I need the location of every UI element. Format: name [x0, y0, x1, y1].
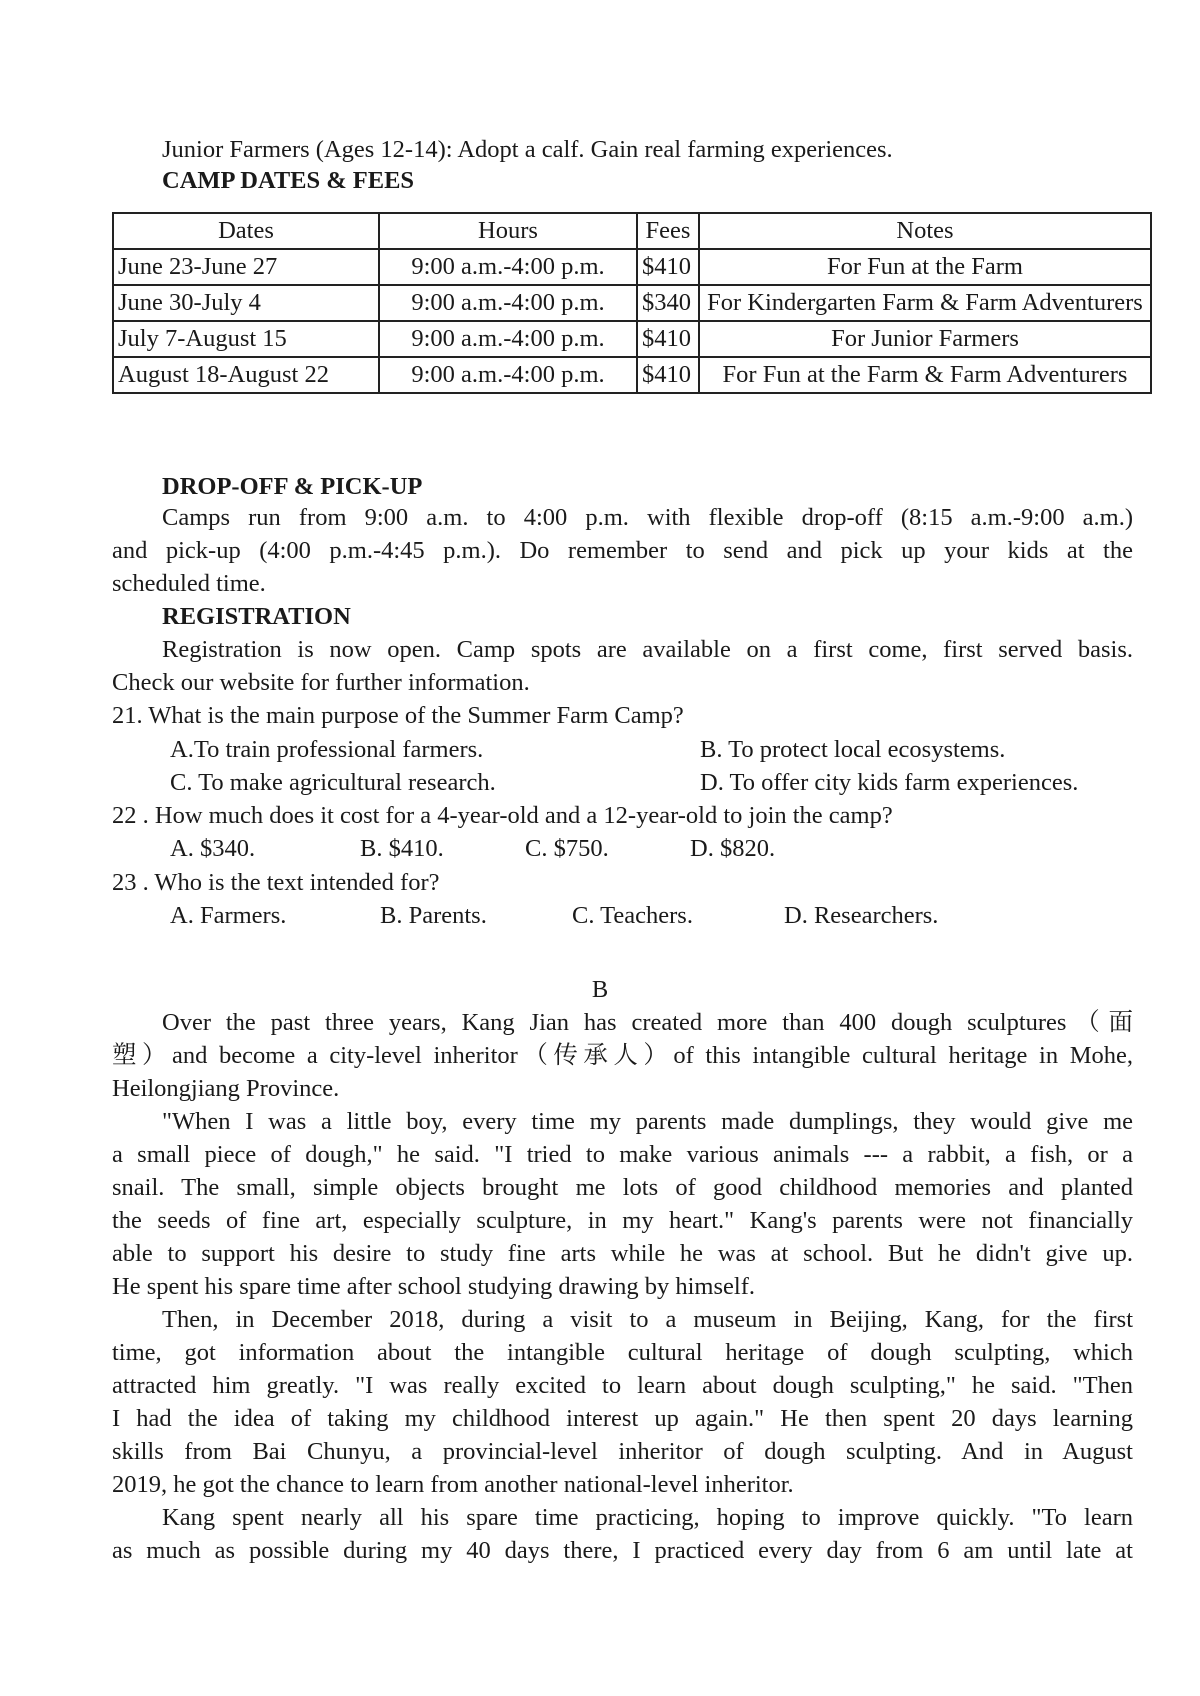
passage-line: a small piece of dough," he said. "I tried to make various animals --- a rabbit, a fish, or a — [112, 1141, 1133, 1168]
intro-line: Junior Farmers (Ages 12-14): Adopt a calf. Gain real farming experiences. — [162, 136, 893, 163]
q23-option-b: B. Parents. — [380, 902, 487, 929]
row-dates: June 30-July 4 — [113, 285, 379, 321]
row-fee: $340 — [637, 285, 699, 321]
row-fee: $410 — [637, 249, 699, 285]
row-notes: For Kindergarten Farm & Farm Adventurers — [699, 285, 1151, 321]
table-row — [113, 285, 1151, 321]
row-hours: 9:00 a.m.-4:00 p.m. — [379, 249, 637, 285]
row-notes: For Junior Farmers — [699, 321, 1151, 357]
table-row — [113, 249, 1151, 285]
passage-line: "When I was a little boy, every time my parents made dumplings, they would give me — [162, 1108, 1133, 1135]
passage-line: Heilongjiang Province. — [112, 1075, 340, 1102]
header-dates: Dates — [113, 213, 379, 249]
q22-option-d: D. $820. — [690, 835, 776, 862]
passage-line: 塑）and become a city-level inheritor（传承人）of this intangible cultural heritage in Mohe, — [112, 1042, 1133, 1069]
q22-option-b: B. $410. — [360, 835, 444, 862]
passage-line: time, got information about the intangible cultural heritage of dough sculpting, which — [112, 1339, 1133, 1366]
question-23-stem: 23 . Who is the text intended for? — [112, 869, 440, 896]
row-dates: August 18-August 22 — [113, 357, 379, 393]
q22-option-c: C. $750. — [525, 835, 609, 862]
question-21-stem: 21. What is the main purpose of the Summer Farm Camp? — [112, 702, 684, 729]
registration-line: Registration is now open. Camp spots are available on a first come, first served basis. — [162, 636, 1133, 663]
passage-line: as much as possible during my 40 days there, I practiced every day from 6 am until late at — [112, 1537, 1133, 1564]
passage-line: Over the past three years, Kang Jian has created more than 400 dough sculptures（面 — [162, 1009, 1133, 1036]
row-fee: $410 — [637, 321, 699, 357]
passage-line: snail. The small, simple objects brought me lots of good childhood memories and planted — [112, 1174, 1133, 1201]
passage-line: the seeds of fine art, especially sculpture, in my heart." Kang's parents were not financially — [112, 1207, 1133, 1234]
passage-line: attracted him greatly. "I was really excited to learn about dough sculpting," he said. "Then — [112, 1372, 1133, 1399]
table-header-row — [113, 213, 1151, 249]
row-dates: July 7-August 15 — [113, 321, 379, 357]
dropoff-line: scheduled time. — [112, 570, 266, 597]
dropoff-heading: DROP-OFF & PICK-UP — [162, 473, 423, 500]
q23-option-c: C. Teachers. — [572, 902, 693, 929]
section-b-label: B — [591, 976, 609, 1003]
passage-line: 2019, he got the chance to learn from another national-level inheritor. — [112, 1471, 794, 1498]
passage-line: able to support his desire to study fine arts while he was at school. But he didn't give up. — [112, 1240, 1133, 1267]
camp-fees-table — [112, 212, 1152, 394]
passage-line: He spent his spare time after school studying drawing by himself. — [112, 1273, 755, 1300]
q21-option-b: B. To protect local ecosystems. — [700, 736, 1006, 763]
q21-option-d: D. To offer city kids farm experiences. — [700, 769, 1079, 796]
registration-line: Check our website for further information. — [112, 669, 530, 696]
q23-option-a: A. Farmers. — [170, 902, 287, 929]
row-hours: 9:00 a.m.-4:00 p.m. — [379, 285, 637, 321]
row-notes: For Fun at the Farm — [699, 249, 1151, 285]
header-hours: Hours — [379, 213, 637, 249]
q21-option-a: A.To train professional farmers. — [170, 736, 484, 763]
row-hours: 9:00 a.m.-4:00 p.m. — [379, 321, 637, 357]
dropoff-line: Camps run from 9:00 a.m. to 4:00 p.m. with flexible drop-off (8:15 a.m.-9:00 a.m.) — [162, 504, 1133, 531]
camp-dates-heading: CAMP DATES & FEES — [162, 167, 415, 194]
header-notes: Notes — [699, 213, 1151, 249]
q22-option-a: A. $340. — [170, 835, 256, 862]
row-hours: 9:00 a.m.-4:00 p.m. — [379, 357, 637, 393]
table-row — [113, 321, 1151, 357]
q23-option-d: D. Researchers. — [784, 902, 939, 929]
row-fee: $410 — [637, 357, 699, 393]
dropoff-line: and pick-up (4:00 p.m.-4:45 p.m.). Do remember to send and pick up your kids at the — [112, 537, 1133, 564]
row-notes: For Fun at the Farm & Farm Adventurers — [699, 357, 1151, 393]
passage-line: Kang spent nearly all his spare time practicing, hoping to improve quickly. "To learn — [162, 1504, 1133, 1531]
passage-line: skills from Bai Chunyu, a provincial-level inheritor of dough sculpting. And in August — [112, 1438, 1133, 1465]
passage-line: I had the idea of taking my childhood interest up again." He then spent 20 days learning — [112, 1405, 1133, 1432]
passage-line: Then, in December 2018, during a visit to a museum in Beijing, Kang, for the first — [162, 1306, 1133, 1333]
row-dates: June 23-June 27 — [113, 249, 379, 285]
registration-heading: REGISTRATION — [162, 603, 351, 630]
q21-option-c: C. To make agricultural research. — [170, 769, 496, 796]
table-row — [113, 357, 1151, 393]
question-22-stem: 22 . How much does it cost for a 4-year-old and a 12-year-old to join the camp? — [112, 802, 893, 829]
header-fees: Fees — [637, 213, 699, 249]
